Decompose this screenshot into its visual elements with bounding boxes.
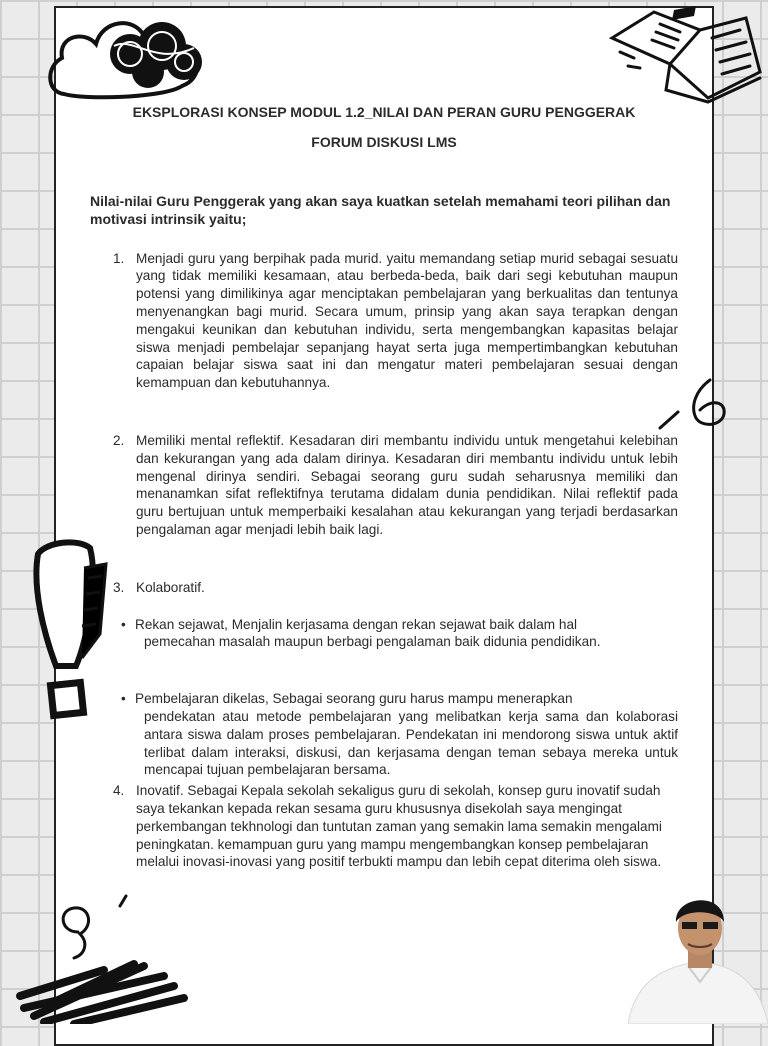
bullet-item-1 (90, 616, 678, 652)
document-subtitle: FORUM DISKUSI LMS (311, 133, 457, 150)
open-book-icon (600, 2, 768, 114)
bullet-rest-text: pemecahan masalah maupun berbagi pengalaman baik didunia pendidikan. (144, 634, 601, 650)
scribble-cloud-icon (44, 6, 214, 106)
list-item-2 (90, 432, 678, 539)
list-item-text: Menjadi guru yang berpihak pada murid. yaitu memandang setiap murid sebagai sesuatu yang tidak memiliki kesamaan, atau berbeda-beda, baik dari segi kebutuhan maupun potensi yang dimilikinya agar menciptakan pembelajaran yang berkualitas dan tentunya menyenangkan bagi murid. Secara umum, prinsip yang akan saya terapkan dengan mengakui keunikan dan kebutuhan individu, serta mengembangkan kapasitas belajar siswa menjadi pembelajar sepanjang hayat serta juga mempertimbangkan kebutuhan capaian belajar siswa saat ini dan mengatur materi pembelajaran sesuai dengan kemampuan dan kebutuhannya. (136, 250, 678, 391)
bullet-first-line: Pembelajaran dikelas, Sebagai seorang guru harus mampu menerapkan (135, 691, 573, 707)
list-number: 2. (113, 432, 125, 448)
scribble-lines-icon (14, 956, 194, 1024)
list-number: 3. (113, 579, 125, 595)
list-item-text: Inovatif. Sebagai Kepala sekolah sekaligus guru di sekolah, konsep guru inovatif sudah saya tekankan kepada rekan sesama guru khususnya disekolah saya mengingat perkembangan tekhnologi dan tuntutan zaman yang semakin lama semakin mengalami peningkatan. kemampuan guru yang mampu mengembangkan konsep pembelajaran melalui inovasi-inovasi yang positif terbukti mampu dan lebih cepat diterima oleh siswa. (136, 783, 662, 870)
bullet-rest-text: pendekatan atau metode pembelajaran yang melibatkan kerja sama dan kolaborasi antara siswa dalam proses pembelajaran. Pendekatan ini mendorong siswa untuk aktif terlibat dalam interaksi, diskusi, dan kerjasama dengan teman sebaya mereka untuk mencapai tujuan pembelajaran bersama. (144, 708, 678, 778)
document-body (90, 104, 678, 871)
number-nine-icon (50, 892, 140, 962)
bullet-item-2 (90, 690, 678, 779)
list-item-4 (90, 782, 678, 871)
list-number: 4. (113, 783, 125, 799)
list-item-1 (90, 250, 678, 392)
document-title: EKSPLORASI KONSEP MODUL 1.2_NILAI DAN PERAN GURU PENGGERAK (132, 104, 636, 120)
list-item-text: Kolaboratif. (136, 579, 205, 595)
list-item-text: Memiliki mental reflektif. Kesadaran diri membantu individu untuk mengetahui kelebihan dan kekurangan yang ada dalam dirinya. Kesadaran diri membantu individu untuk lebih mengenal dirinya sendiri. Sebagai seorang guru sudah seharusnya memiliki dan menanamkan sifat reflektifnya terutama didalam dunia pendidikan. Nilai reflektif pada guru bertujuan untuk memperbaiki kesalahan atau kekurangan yang terjadi berdasarkan pengalaman agar menjadi lebih baik lagi. (136, 432, 678, 537)
intro-paragraph: Nilai-nilai Guru Penggerak yang akan saya kuatkan setelah memahami teori pilihan dan motivasi intrinsik yaitu; (90, 192, 671, 227)
list-number: 1. (113, 250, 125, 266)
bullet-marker: • (121, 616, 126, 632)
person-photo (628, 882, 768, 1024)
bullet-marker: • (121, 691, 126, 707)
bullet-first-line: Rekan sejawat, Menjalin kerjasama dengan rekan sejawat baik dalam hal (135, 616, 578, 632)
list-item-3 (90, 579, 678, 597)
